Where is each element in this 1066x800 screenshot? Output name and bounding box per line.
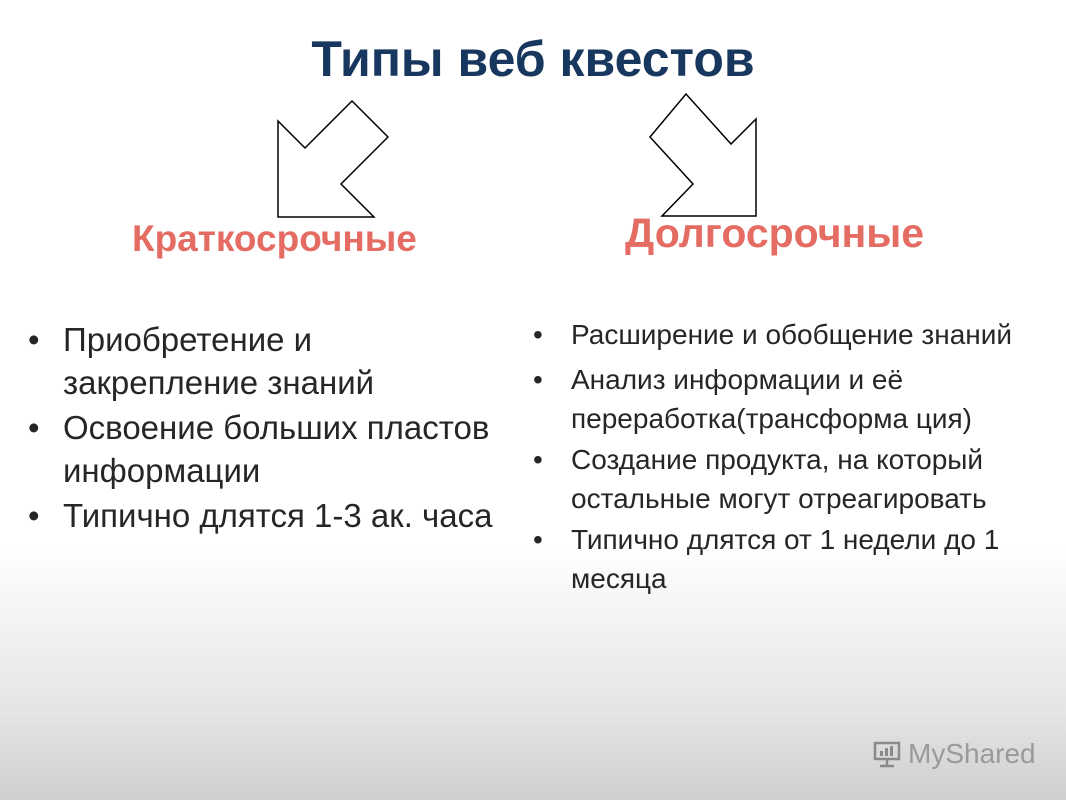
watermark <box>872 738 1036 770</box>
short-term-heading: Краткосрочные <box>132 218 417 259</box>
long-term-heading: Долгосрочные <box>625 210 925 256</box>
list-item: • Приобретение и закрепление знаний <box>28 318 508 404</box>
list-item: • Создание продукта, на который остальные могут отреагировать <box>533 440 1043 518</box>
list-item: • Анализ информации и её переработка(трансформа ция) <box>533 360 1043 438</box>
presentation-board-icon <box>872 739 902 769</box>
arrow-down-left-icon <box>270 98 394 222</box>
arrow-down-right-icon <box>646 90 770 220</box>
list-item: • Типично длятся 1-3 ак. часа <box>28 494 508 537</box>
list-item: • Типично длятся от 1 недели до 1 месяца <box>533 520 1043 598</box>
short-term-list <box>28 318 508 539</box>
long-term-list <box>533 312 1043 600</box>
slide-title: Типы веб квестов <box>311 31 755 87</box>
list-item: • Расширение и обобщение знаний <box>533 312 1043 358</box>
watermark-text: MyShared <box>908 738 1036 769</box>
list-item: • Освоение больших пластов информации <box>28 406 508 492</box>
